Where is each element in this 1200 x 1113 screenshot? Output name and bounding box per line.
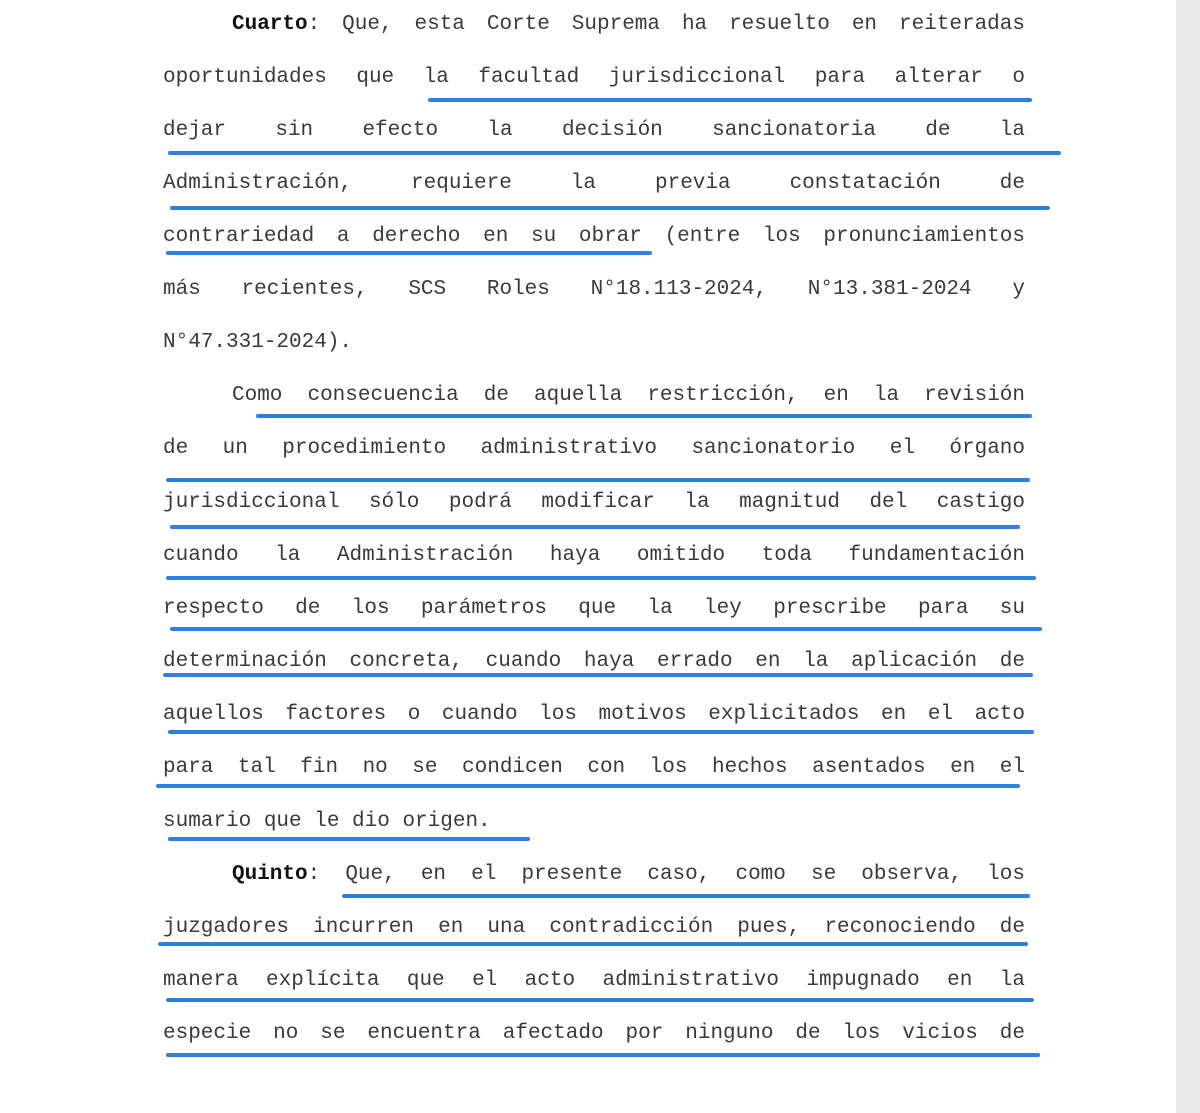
text-line: juzgadores incurren en una contradicción pues, reconociendo de <box>163 916 1025 939</box>
highlight-underline <box>256 414 1032 418</box>
highlight-underline <box>342 894 1030 898</box>
highlight-underline <box>156 784 1020 788</box>
text-line: Quinto: Que, en el presente caso, como se observa, los <box>232 863 1025 886</box>
text-line: oportunidades que la facultad jurisdiccional para alterar o <box>163 66 1025 89</box>
text-line: Como consecuencia de aquella restricción, en la revisión <box>232 384 1025 407</box>
text-line: N°47.331-2024). <box>163 331 353 354</box>
text-line: jurisdiccional sólo podrá modificar la magnitud del castigo <box>163 491 1025 514</box>
text-line: especie no se encuentra afectado por ninguno de los vicios de <box>163 1022 1025 1045</box>
text-line: más recientes, SCS Roles N°18.113-2024, N°13.381-2024 y <box>163 278 1025 301</box>
scrollbar-track[interactable] <box>1176 0 1200 1113</box>
highlight-underline <box>166 1053 1040 1057</box>
text-line: Administración, requiere la previa constatación de <box>163 172 1025 195</box>
highlight-underline <box>170 627 1042 631</box>
text-line: manera explícita que el acto administrativo impugnado en la <box>163 969 1025 992</box>
heading-cuarto: Cuarto <box>232 13 308 36</box>
highlight-underline <box>170 525 1020 529</box>
text-line: de un procedimiento administrativo sancionatorio el órgano <box>163 437 1025 460</box>
text-line: cuando la Administración haya omitido toda fundamentación <box>163 544 1025 567</box>
highlight-underline <box>166 998 1034 1002</box>
text-line: aquellos factores o cuando los motivos explicitados en el acto <box>163 703 1025 726</box>
text-line: respecto de los parámetros que la ley prescribe para su <box>163 597 1025 620</box>
highlight-underline <box>163 673 1033 677</box>
highlight-underline <box>166 478 1030 482</box>
text-line: sumario que le dio origen. <box>163 810 491 833</box>
highlight-underline <box>168 730 1034 734</box>
highlight-underline <box>428 98 1032 102</box>
text-line: dejar sin efecto la decisión sancionatoria de la <box>163 119 1025 142</box>
text-line: Cuarto: Que, esta Corte Suprema ha resuelto en reiteradas <box>232 13 1025 36</box>
highlight-underline <box>166 251 652 255</box>
highlight-underline <box>166 576 1036 580</box>
text-line: determinación concreta, cuando haya errado en la aplicación de <box>163 650 1025 673</box>
highlight-underline <box>168 151 1061 155</box>
heading-quinto: Quinto <box>232 863 308 886</box>
text-line: contrariedad a derecho en su obrar (entre los pronunciamientos <box>163 225 1025 248</box>
text-line: para tal fin no se condicen con los hechos asentados en el <box>163 756 1025 779</box>
highlight-underline <box>158 942 1028 946</box>
highlight-underline <box>168 837 530 841</box>
highlight-underline <box>170 206 1050 210</box>
